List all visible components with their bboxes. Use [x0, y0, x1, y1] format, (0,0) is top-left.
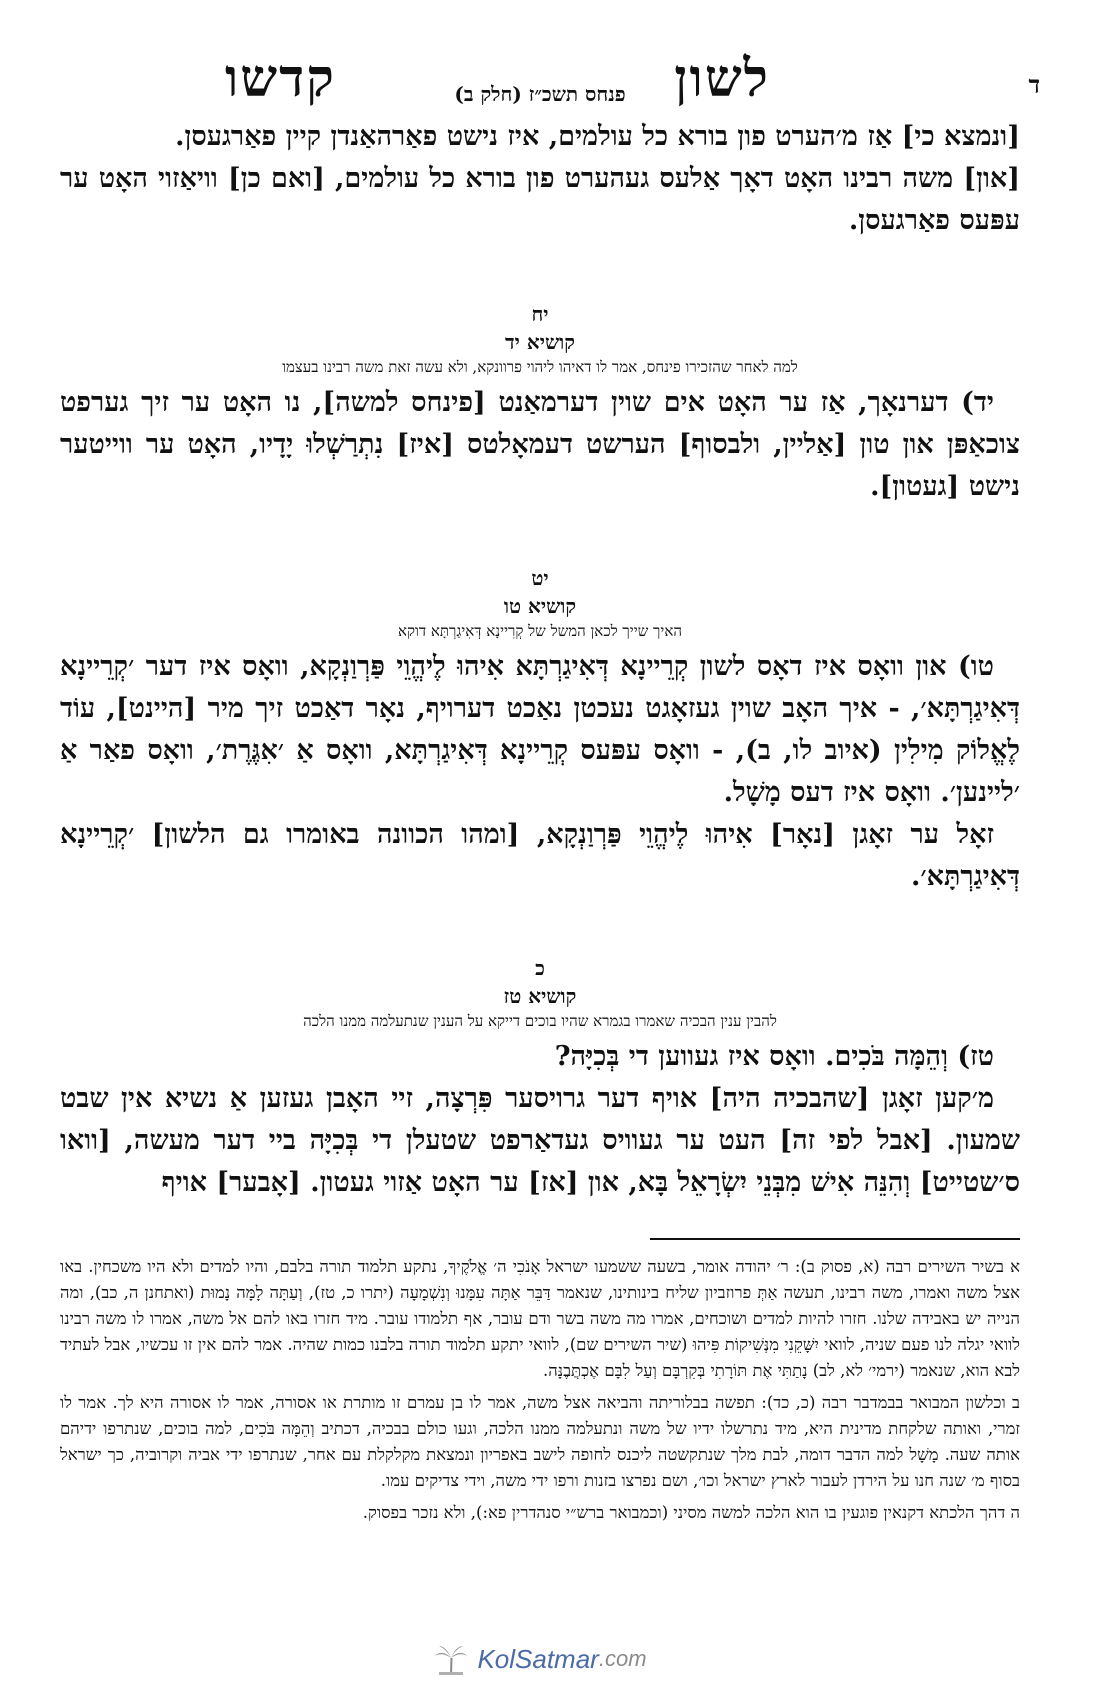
- page-number: ד: [1028, 70, 1040, 99]
- section-number: יט: [531, 566, 549, 590]
- palm-tree-icon: [433, 1642, 469, 1676]
- body-paragraph: זאָל ער זאָגן [נאָר] אִיהוּ לֶיהֱוֵי פַּרְוַנְקָא, [ומהו הכוונה באומרו גם הלשון] ׳קְרֵיינָא דְּאִיגַרְתָּא׳.: [60, 819, 1020, 892]
- section-description: להבין ענין הבכיה שאמרו בגמרא שהיו בוכים דייקא על הענין שנתעלמה ממנו הלכה: [303, 1012, 777, 1030]
- section-kushya: קושיא טז: [503, 984, 577, 1008]
- page: [60, 30, 1040, 1680]
- logo-suffix: .com: [598, 1646, 647, 1671]
- section-body: [60, 382, 1020, 508]
- section-heading: [60, 954, 1020, 1032]
- body-paragraph: טז) וְהֵמָּה בֹּכִים. וואָס איז געווען די בְּכִיָּה?: [554, 1041, 994, 1072]
- footnote: ה דהך הלכתא דקנאין פוגעין בו הוא הלכה למשה מסיני (וכמבואר ברש״י סנהדרין פא:), ולא נזכר בפסוק.: [362, 1503, 1020, 1522]
- body-paragraph: מ׳קען זאָגן [שהבכיה היה] אויף דער גרויסער פִּרְצָה, זיי האָבן געזען אַ נשיא אין שבט שמעון. [אבל לפי זה] העט ער געוויס געדאַרפט שטעלן די בְּכִיָּה ביי דער מעשה, [וואו ס׳שטייט] וְהִנֵּה אִישׁ מִבְּנֵי יִשְׂרָאֵל בָּא, און [אז] ער האָט אַזוי געטון. [אָבער] אויף: [60, 1083, 1020, 1198]
- section-description: האיך שייך לכאן המשל של קְרִיינָא דְּאִיגַרְתָּא דוקא: [398, 622, 682, 640]
- body-paragraph: יד) דערנאָך, אַז ער האָט אים שוין דערמאַנט [פינחס למשה], נו האָט ער זיך גערפט צוכאַפּן און טון [אַליין, ולבסוף] הערשט דעמאָלטס [איז] נִתְרַשְׁלוּ יָדָיו, האָט ער ווייטער נישט [געטון].: [60, 387, 1020, 502]
- footnote: א בשיר השירים רבה (א, פסוק ב): ר׳ יהודה אומר, בשעה ששמעו ישראל אָנֹכִי ה׳ אֱלֹקֶיךָ, נתקע תלמוד תורה בלבם, והיו למדים ולא היו משכחין. באו אצל משה ואמרו, משה רבינו, תעשה אַתְּ פרוזביון שליח בינותינו, שנאמר דַּבֵּר אַתָּה עִמָּנוּ וְנִשְׁמָעָה (יתרו כ, טז), וְעַתָּה לָמָּה נָמוּת (ואתחנן ה, כב), ומה הנייה יש באבידה שלנו. חזרו להיות למדים ושוכחים, אמרו מה משה בשר ודם עובר, אף תלמודו עובר. מיד חזרו באו להם אל משה, אמרו לו משה רבינו לוואי יגלה לנו פעם שניה, לוואי יִשָּׁקֵנִי מִנְּשִׁיקוֹת פִּיהוּ (שיר השירים שם), לוואי יתקע תלמוד תורה בלבנו כמות שהיה. אמר להם אין זו עכשיו, אבל לעתיד לבא הוא, שנאמר (ירמי׳ לא, לב) נָתַתִּי אֶת תּוֹרָתִי בְּקִרְבָּם וְעַל לִבָּם אֶכְתֲּבֶנָּה.: [60, 1257, 1020, 1380]
- intro-paragraph: [און] משה רבינו האָט דאָך אַלעס געהערט פון בורא כל עולמים, [ואם כן] וויאַזוי האָט ער עפּעס פאַרגעסן.: [60, 163, 1020, 236]
- page-header: [60, 48, 1040, 118]
- header-subtitle: פנחס תשכ״ז (חלק ב): [454, 82, 626, 106]
- site-logo: [60, 1642, 1020, 1676]
- section-heading: [60, 300, 1020, 378]
- section-number: כ: [535, 956, 545, 980]
- logo-text: KolSatmar: [477, 1643, 599, 1674]
- section-heading: [60, 564, 1020, 642]
- main-column: [60, 116, 1020, 1532]
- intro-text: [60, 116, 1020, 242]
- section-body: [60, 1036, 1020, 1204]
- section-description: למה לאחר שהזכירו פינחס, אמר לו דאיהו ליהוי פרוונקא, ולא עשה זאת משה רבינו בעצמו: [282, 358, 798, 376]
- footnote-divider: [650, 1238, 1020, 1240]
- header-title-right: לשון: [674, 48, 770, 109]
- header-title-left: קדשו: [225, 48, 336, 109]
- section-body: [60, 646, 1020, 898]
- section-kushya: קושיא יד: [505, 330, 575, 354]
- footnotes: [60, 1254, 1020, 1526]
- body-paragraph: טו) און וואָס איז דאָס לשון קְרֵיינָא דְּאִיגַרְתָּא אִיהוּ לֶיהֱוֵי פַּרְוַנְקָא, וואָס איז דער ׳קְרֵיינָא דְּאִיגַרְתָּא׳, - איך האָב שוין געזאָגט נעכטן נאַכט דערויף, נאָר דאַכט זיך מיר [היינט], עוֹד לֶאֱלוֹק מִילִין (איוב לו, ב), - וואָס עפּעס קְרֵיינָא דְּאִיגַרְתָּא, וואָס אַ ׳אִגֶּרֶת׳, וואָס פאַר אַ ׳ליינען׳. וואָס איז דעס מָשָׁל.: [60, 651, 1020, 808]
- intro-paragraph: [ונמצא כי] אַז מ׳הערט פון בורא כל עולמים, איז נישט פאַרהאַנדן קיין פאַרגעסן.: [175, 121, 1020, 152]
- section-number: יח: [531, 302, 549, 326]
- footnote: ב וכלשון המבואר בבמדבר רבה (כ, כד): תפשה בבלוריתה והביאה אצל משה, אמר לו בן עמרם זו מותרת או אסורה, אמר לו אסורה היא לך. אמר לו זמרי, ואותה שלקחת מדינית היא, מיד נתרשלו ידיו של משה ונתעלמה ממנו הלכה, וגעו כולם בבכיה, דכתיב וְהֵמָּה בֹּכִים, למה בוכים, שנתרפו ידיהם אותה שעה. מָשָׁל למה הדבר דומה, לבת מלך שנתקשטה ליכנס לחופה לישב באפריון ונמצאת מקלקלת עם אחר, שנתרפו ידי אביה וקרוביה, כך ישראל בסוף מ׳ שנה חנו על הירדן לעבור לארץ ישראל וכו׳, ושם נפרצו בזנות ורפו ידי משה, וידי צדיקים עמו.: [60, 1393, 1020, 1490]
- section-kushya: קושיא טו: [503, 594, 577, 618]
